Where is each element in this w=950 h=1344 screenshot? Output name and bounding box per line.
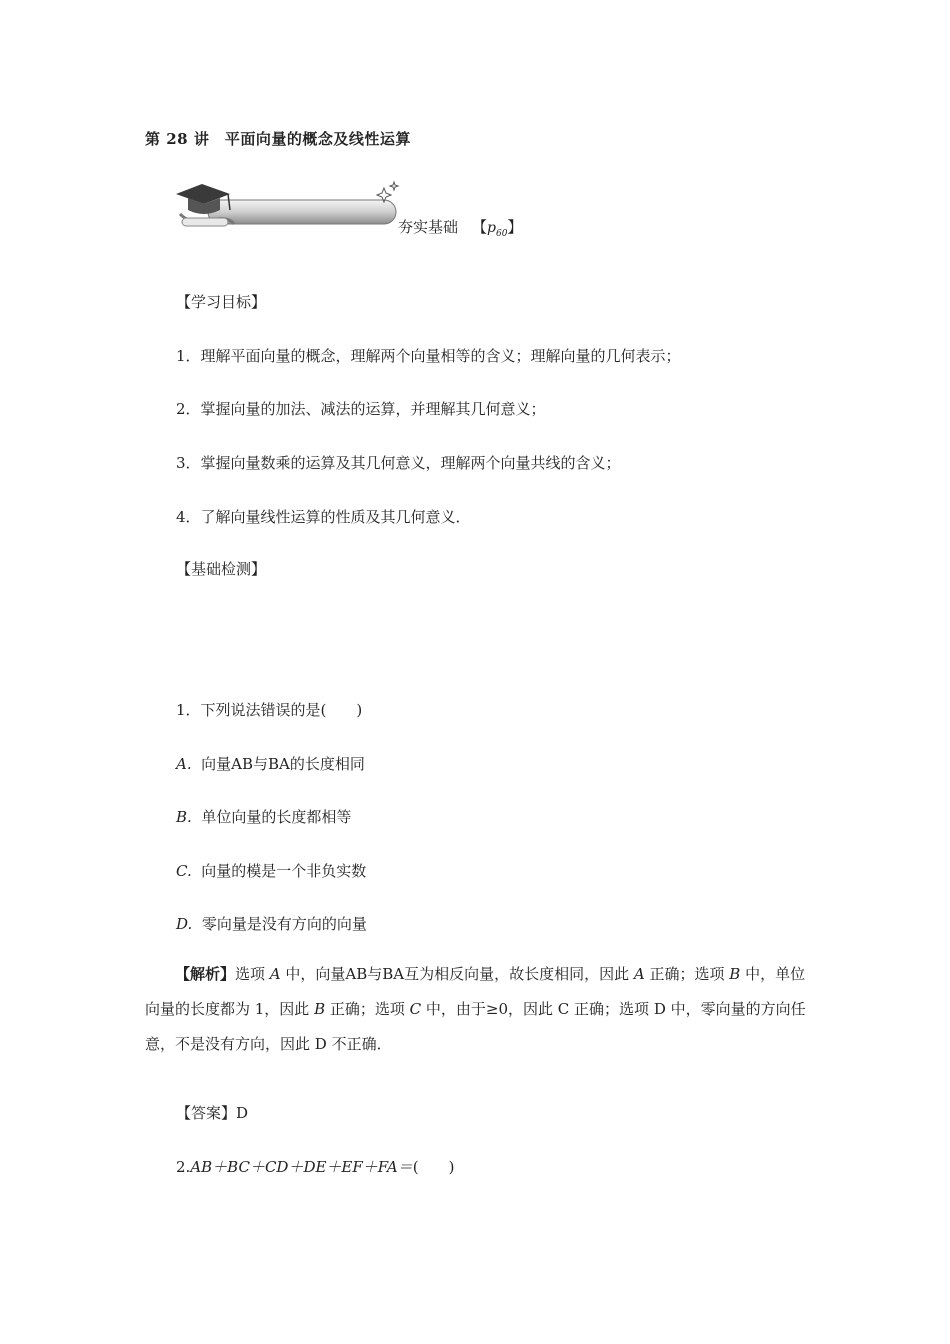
goal-item: 2．掌握向量的加法、减法的运算，并理解其几何意义； <box>176 400 546 418</box>
answer-line: 【答案】D <box>176 1104 249 1122</box>
banner-graphic <box>172 180 422 236</box>
sparkle-icon <box>377 182 398 202</box>
goal-item: 4．了解向量线性运算的性质及其几何意义． <box>176 508 471 526</box>
option-b: B. 单位向量的长度都相等 <box>176 808 352 826</box>
goals-heading: 【学习目标】 <box>176 293 267 311</box>
analysis-paragraph: 【解析】选项 A 中，向量AB与BA互为相反向量，故长度相同，因此 A 正确；选项 B 中，单位向量的长度都为 1，因此 B 正确；选项 C 中，由于≥0，因此 C 正确；选项 D 中，零向量的方向任意，不是没有方向，因此 D 不正确． <box>145 965 806 1053</box>
banner-label: 夯实基础 <box>398 218 459 236</box>
question-1-stem: 1．下列说法错误的是( ) <box>176 701 363 719</box>
question-2-stem: 2.AB＋BC＋CD＋DE＋EF＋FA＝( ) <box>176 1158 455 1176</box>
option-c: C. 向量的模是一个非负实数 <box>176 862 367 880</box>
check-heading: 【基础检测】 <box>176 560 267 578</box>
goal-item: 3．掌握向量数乘的运算及其几何意义，理解两个向量共线的含义； <box>176 454 621 472</box>
option-d: D. 零向量是没有方向的向量 <box>176 915 367 933</box>
page-reference: 【$p_{60}$】 <box>472 218 523 239</box>
option-a: A. 向量AB与BA的长度相同 <box>176 755 365 773</box>
goal-item: 1．理解平面向量的概念，理解两个向量相等的含义；理解向量的几何表示； <box>176 347 681 365</box>
page-title: 第 28 讲 平面向量的概念及线性运算 <box>145 130 411 148</box>
